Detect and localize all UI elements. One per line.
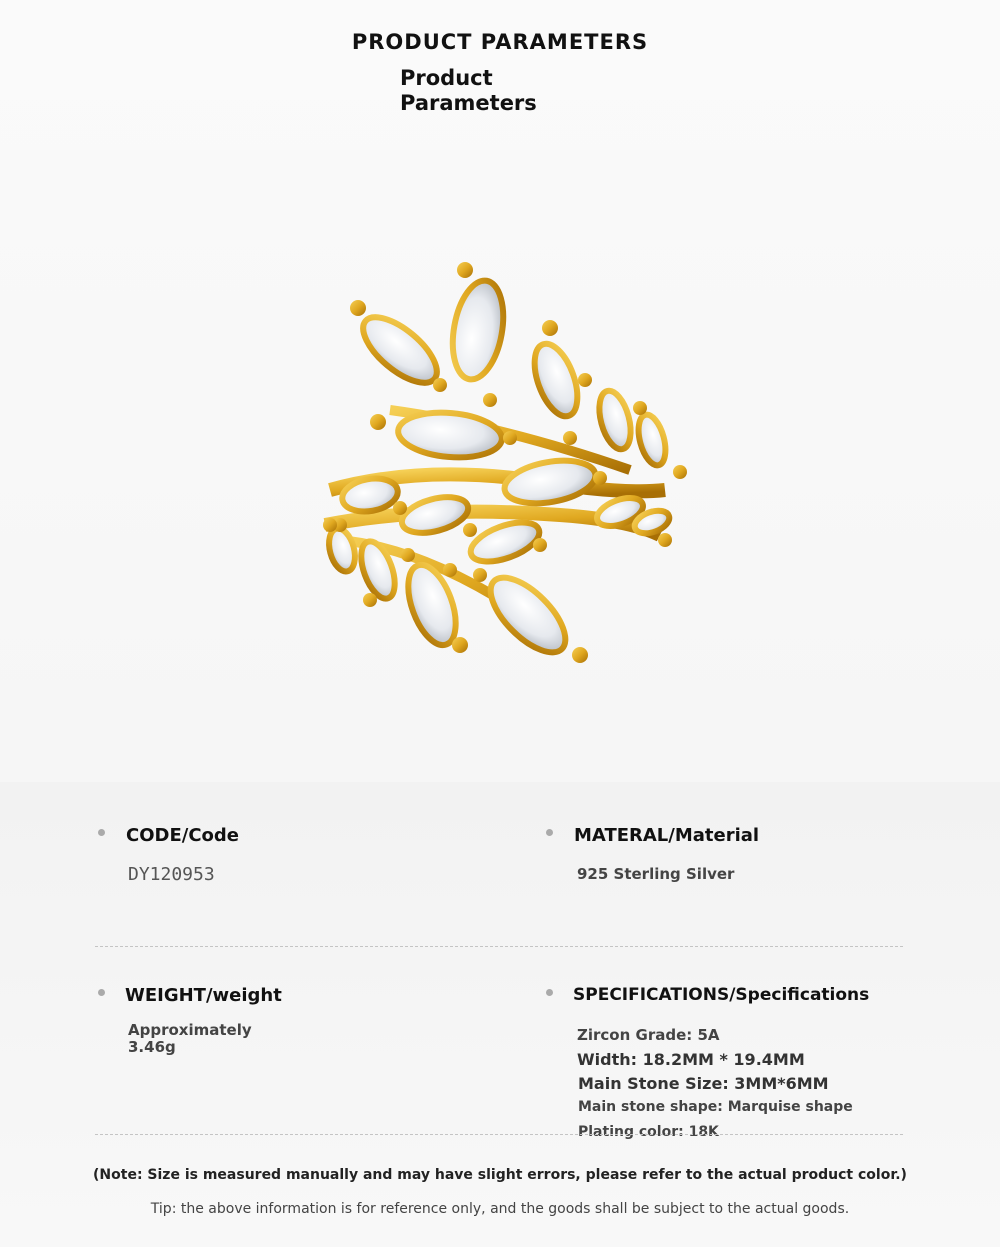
size-note: (Note: Size is measured manually and may have slight errors, please refer to the actual product color.): [93, 1167, 907, 1183]
gold-leaf-ring-image: [300, 250, 700, 690]
bullet-icon: [98, 989, 105, 996]
marquise-stone: [353, 306, 448, 394]
marquise-stone: [325, 526, 360, 575]
bullet-icon: [98, 829, 105, 836]
spec-item: Zircon Grade: 5A: [577, 1026, 720, 1044]
marquise-stone: [479, 566, 578, 665]
subtitle-line-2: Parameters: [400, 91, 537, 115]
marquise-stone: [396, 409, 503, 462]
marquise-stone: [398, 491, 472, 540]
weight-value-line-2: 3.46g: [128, 1038, 176, 1056]
spec-item: Plating color: 18K: [578, 1124, 719, 1140]
spec-item: Main stone shape: Marquise shape: [578, 1099, 853, 1115]
marquise-stone: [446, 277, 511, 384]
spec-item: Main Stone Size: 3MM*6MM: [578, 1074, 829, 1093]
code-label: CODE/Code: [126, 825, 239, 846]
marquise-stone: [466, 515, 545, 570]
material-value: 925 Sterling Silver: [577, 865, 735, 883]
subtitle-line-1: Product: [400, 66, 493, 90]
weight-label: WEIGHT/weight: [125, 985, 282, 1006]
divider: [95, 1134, 903, 1135]
spec-item: Width: 18.2MM * 19.4MM: [577, 1050, 805, 1069]
bullet-icon: [546, 989, 553, 996]
tip-text: Tip: the above information is for reference only, and the goods shall be subject to the actual goods.: [150, 1201, 850, 1217]
specifications-label: SPECIFICATIONS/Specifications: [573, 985, 870, 1005]
marquise-stone: [526, 338, 586, 422]
page-subtitle: [400, 66, 600, 116]
page-title: PRODUCT PARAMETERS: [351, 30, 649, 54]
weight-value: [128, 1022, 252, 1056]
weight-value-line-1: Approximately: [128, 1021, 252, 1039]
marquise-stone: [594, 387, 637, 452]
bullet-icon: [546, 829, 553, 836]
material-label: MATERAL/Material: [574, 825, 760, 846]
divider: [95, 946, 903, 947]
marquise-stone: [501, 454, 599, 509]
marquise-stone: [634, 412, 671, 468]
code-value: DY120953: [128, 864, 215, 885]
